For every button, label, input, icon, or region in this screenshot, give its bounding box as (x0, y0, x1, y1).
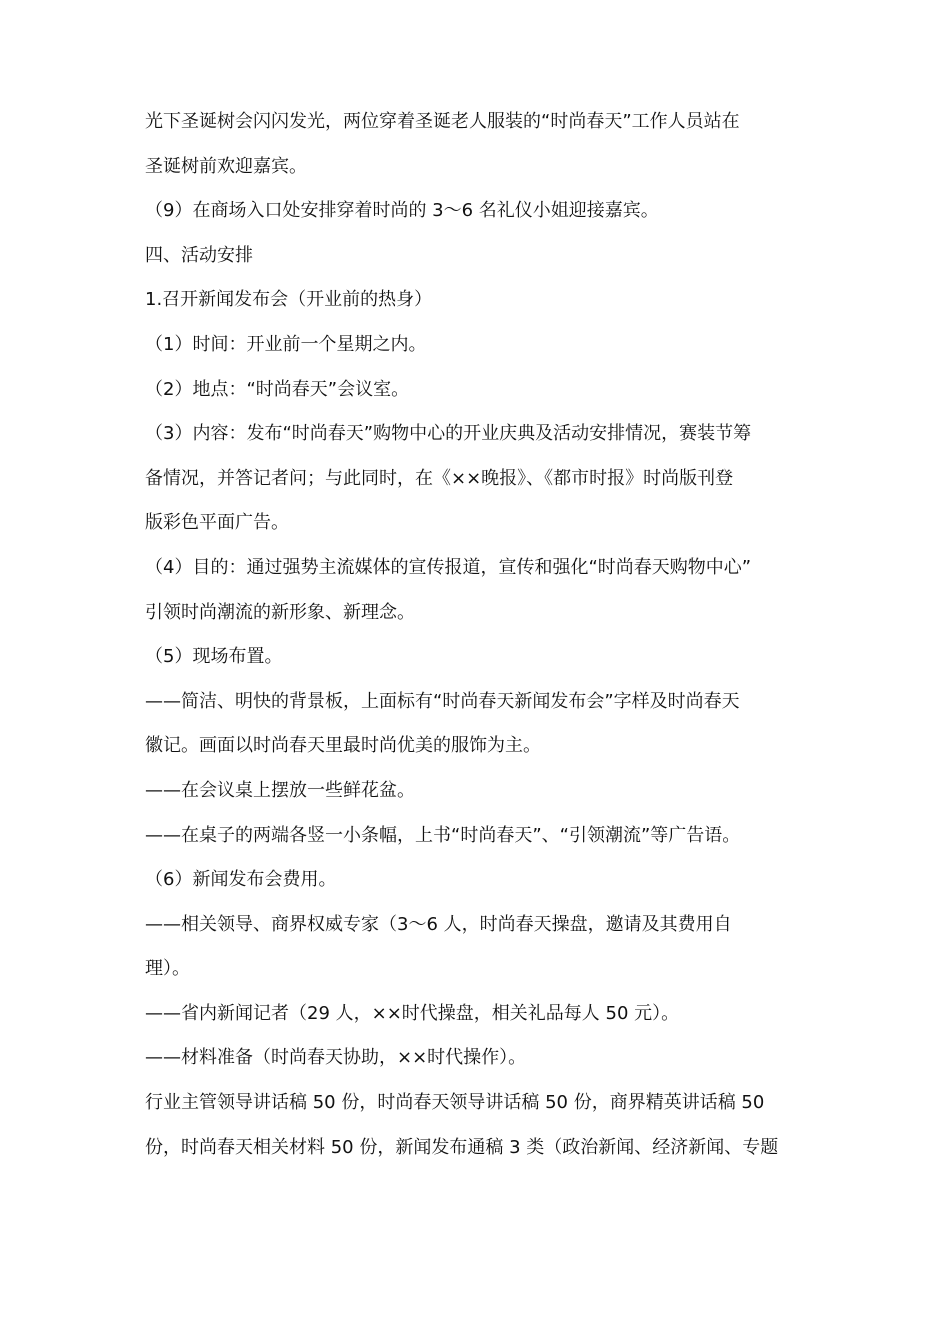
text-line: （6）新闻发布会费用。 (145, 869, 337, 891)
subsection-heading: 1.召开新闻发布会（开业前的热身） (145, 289, 433, 311)
text-line: （1）时间：开业前一个星期之内。 (145, 333, 427, 355)
text-line: （5）现场布置。 (145, 646, 283, 668)
text-line: （4）目的：通过强势主流媒体的宣传报道，宣传和强化“时尚春天购物中心” (145, 556, 752, 578)
text-line: ——相关领导、商界权威专家（3～6 人，时尚春天操盘，邀请及其费用自 (145, 913, 732, 935)
text-line: 版彩色平面广告。 (145, 512, 289, 534)
text-line: 光下圣诞树会闪闪发光，两位穿着圣诞老人服装的“时尚春天”工作人员站在 (145, 111, 740, 132)
text-line: 徽记。画面以时尚春天里最时尚优美的服饰为主。 (145, 735, 541, 757)
text-line: 理）。 (145, 958, 190, 980)
document-body (145, 110, 815, 1180)
text-line: （2）地点：“时尚春天”会议室。 (145, 378, 410, 400)
text-line: ——简洁、明快的背景板，上面标有“时尚春天新闻发布会”字样及时尚春天 (145, 690, 740, 712)
section-heading: 四、活动安排 (145, 244, 253, 266)
text-line: 份，时尚春天相关材料 50 份，新闻发布通稿 3 类（政治新闻、经济新闻、专题 (145, 1136, 779, 1158)
text-line: 引领时尚潮流的新形象、新理念。 (145, 601, 415, 623)
text-line: 备情况，并答记者问；与此同时，在《××晚报》、《都市时报》时尚版刊登 (145, 467, 734, 489)
text-line: ——在桌子的两端各竖一小条幅，上书“时尚春天”、“引领潮流”等广告语。 (145, 824, 741, 846)
text-line: （9）在商场入口处安排穿着时尚的 3～6 名礼仪小姐迎接嘉宾。 (145, 200, 659, 222)
text-line: （3）内容：发布“时尚春天”购物中心的开业庆典及活动安排情况，赛装节筹 (145, 423, 752, 445)
text-line: ——省内新闻记者（29 人，××时代操盘，相关礼品每人 50 元）。 (145, 1002, 680, 1024)
text-line: 行业主管领导讲话稿 50 份，时尚春天领导讲话稿 50 份，商界精英讲话稿 50 (145, 1092, 765, 1114)
text-line: ——材料准备（时尚春天协助，××时代操作）。 (145, 1047, 527, 1069)
text-line: 圣诞树前欢迎嘉宾。 (145, 155, 307, 177)
text-line: ——在会议桌上摆放一些鲜花盆。 (145, 779, 415, 801)
